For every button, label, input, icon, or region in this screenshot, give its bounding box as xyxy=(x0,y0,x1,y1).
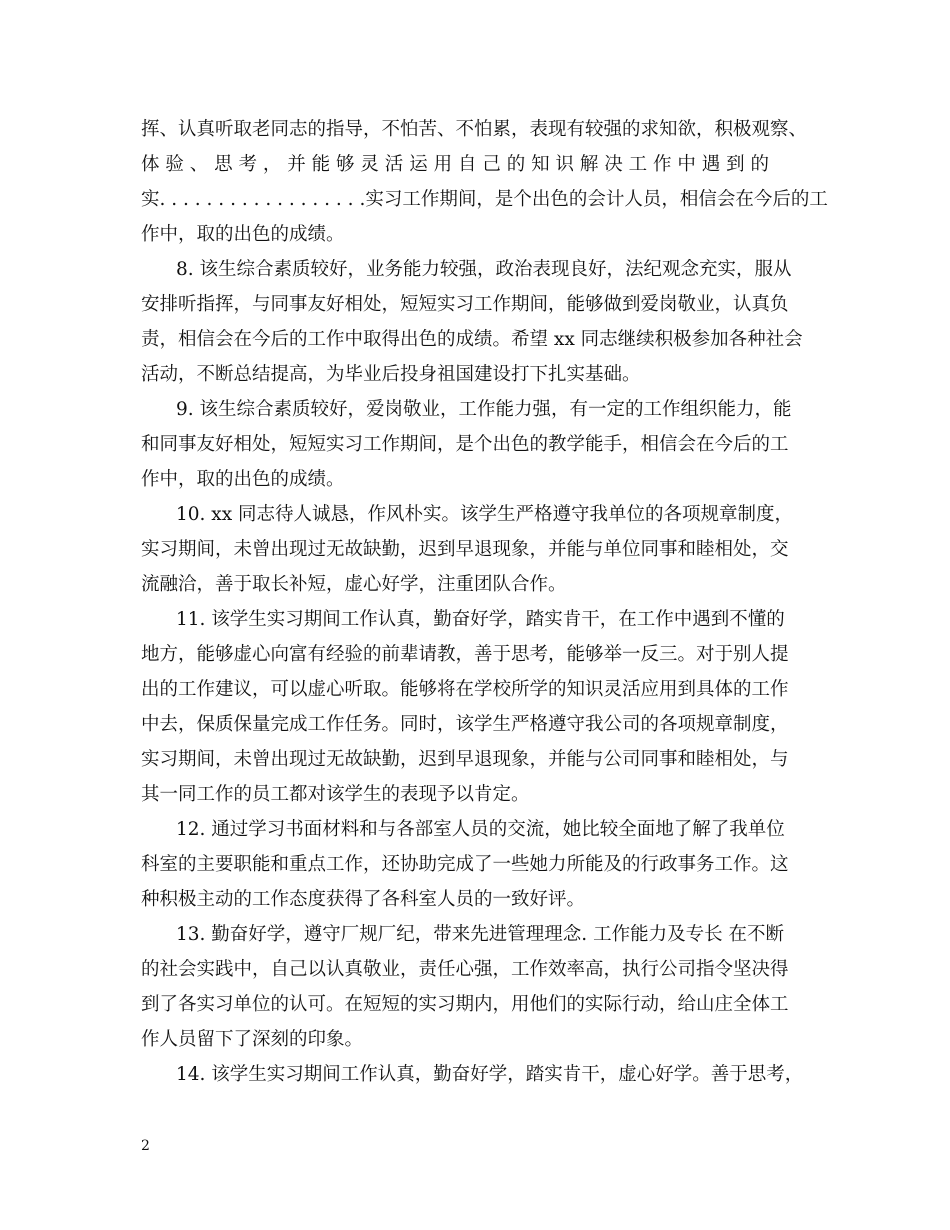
body-line xyxy=(0,462,950,498)
body-line xyxy=(0,357,950,393)
line-text: 体 验 、 思 考 ， 并 能 够 灵 活 运 用 自 己 的 知 识 解 决 工 作 中 遇 到 的 xyxy=(141,154,770,175)
line-text: 出的工作建议，可以虚心听取。能够将在学校所学的知识灵活应用到具体的工作 xyxy=(141,679,789,700)
body-line xyxy=(0,847,950,883)
list-item-first-line xyxy=(0,917,950,953)
line-text: 责，相信会在今后的工作中取得出色的成绩。希望 xx 同志继续积极参加各种社会 xyxy=(141,329,803,350)
list-item-first-line xyxy=(0,252,950,288)
line-text: 到了各实习单位的认可。在短短的实习期内，用他们的实际行动，给山庄全体工 xyxy=(141,994,789,1015)
line-text: 的社会实践中，自己以认真敬业，责任心强，工作效率高，执行公司指令坚决得 xyxy=(141,959,789,980)
body-line xyxy=(0,987,950,1023)
line-text: 10. xx 同志待人诚恳，作风朴实。该学生严格遵守我单位的各项规章制度， xyxy=(176,504,794,525)
line-text: 8. 该生综合素质较好，业务能力较强，政治表现良好，法纪观念充实，服从 xyxy=(176,259,792,280)
body-line xyxy=(0,322,950,358)
line-text: 实. . . . . . . . . . . . . . . . . .实习工作期间，是个出色的会计人员，相信会在今后的工 xyxy=(141,189,828,210)
line-text: 地方，能够虚心向富有经验的前辈请教，善于思考，能够举一反三。对于别人提 xyxy=(141,644,789,665)
line-text: 14. 该学生实习期间工作认真，勤奋好学，踏实肯干，虚心好学。善于思考， xyxy=(176,1064,804,1085)
line-text: 实习期间，未曾出现过无故缺勤，迟到早退现象，并能与公司同事和睦相处，与 xyxy=(141,749,789,770)
body-line xyxy=(0,777,950,813)
list-item-first-line xyxy=(0,497,950,533)
line-text: 种积极主动的工作态度获得了各科室人员的一致好评。 xyxy=(141,889,586,910)
body-line xyxy=(0,182,950,218)
line-text: 作中，取的出色的成绩。 xyxy=(141,224,345,245)
body-line xyxy=(0,742,950,778)
body-line xyxy=(0,672,950,708)
line-text: 9. 该生综合素质较好，爱岗敬业，工作能力强，有一定的工作组织能力，能 xyxy=(176,399,792,420)
line-text: 挥、认真听取老同志的指导，不怕苦、不怕累，表现有较强的求知欲，积极观察、 xyxy=(141,119,808,140)
line-text: 作人员留下了深刻的印象。 xyxy=(141,1029,364,1050)
body-line xyxy=(0,287,950,323)
line-text: 13. 勤奋好学，遵守厂规厂纪，带来先进管理理念. 工作能力及专长 在不断 xyxy=(176,924,784,945)
line-text: 11. 该学生实习期间工作认真，勤奋好学，踏实肯干，在工作中遇到不懂的 xyxy=(176,609,785,630)
body-line xyxy=(0,1022,950,1058)
body-line xyxy=(0,882,950,918)
list-item-first-line xyxy=(0,392,950,428)
body-line xyxy=(0,147,950,183)
body-line xyxy=(0,707,950,743)
line-text: 安排听指挥，与同事友好相处，短短实习工作期间，能够做到爱岗敬业，认真负 xyxy=(141,294,789,315)
line-text: 活动，不断总结提高，为毕业后投身祖国建设打下扎实基础。 xyxy=(141,364,641,385)
line-text: 作中，取的出色的成绩。 xyxy=(141,469,345,490)
body-line xyxy=(0,952,950,988)
line-text: 流融洽，善于取长补短，虚心好学，注重团队合作。 xyxy=(141,574,567,595)
body-line xyxy=(0,567,950,603)
body-line xyxy=(0,532,950,568)
list-item-first-line xyxy=(0,602,950,638)
body-line xyxy=(0,637,950,673)
list-item-first-line xyxy=(0,1057,950,1093)
body-line xyxy=(0,217,950,253)
line-text: 科室的主要职能和重点工作，还协助完成了一些她力所能及的行政事务工作。这 xyxy=(141,854,789,875)
page-number: 2 xyxy=(141,1138,150,1154)
line-text: 实习期间，未曾出现过无故缺勤，迟到早退现象，并能与单位同事和睦相处，交 xyxy=(141,539,789,560)
list-item-first-line xyxy=(0,812,950,848)
body-line xyxy=(0,112,950,148)
line-text: 中去，保质保量完成工作任务。同时，该学生严格遵守我公司的各项规章制度， xyxy=(141,714,789,735)
line-text: 其一同工作的员工都对该学生的表现予以肯定。 xyxy=(141,784,530,805)
body-line xyxy=(0,427,950,463)
line-text: 12. 通过学习书面材料和与各部室人员的交流，她比较全面地了解了我单位 xyxy=(176,819,785,840)
line-text: 和同事友好相处，短短实习工作期间，是个出色的教学能手，相信会在今后的工 xyxy=(141,434,789,455)
